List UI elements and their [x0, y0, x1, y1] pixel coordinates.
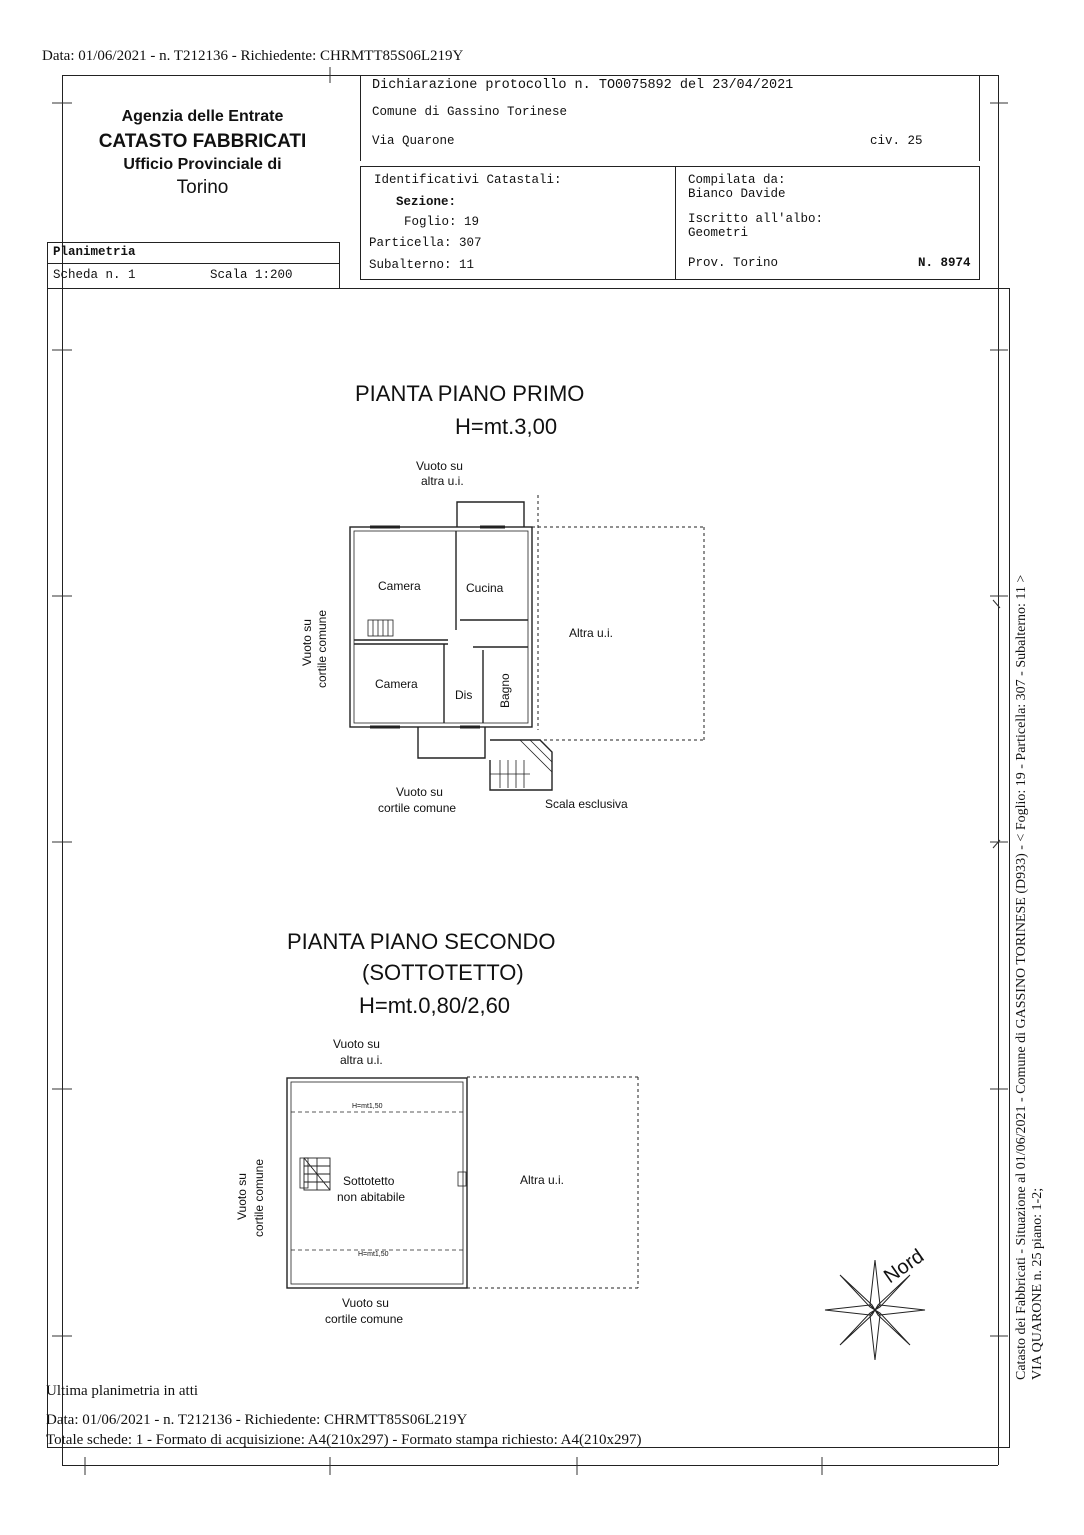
office-label: Ufficio Provinciale di [123, 156, 282, 173]
floor1-title: PIANTA PIANO PRIMO [355, 381, 585, 406]
side-text-2: VIA QUARONE n. 25 piano: 1-2; [1030, 1187, 1045, 1380]
subalterno-label: Subalterno: 11 [369, 258, 475, 272]
identifiers-title: Identificativi Catastali: [374, 173, 562, 187]
f1-scala: Scala esclusiva [545, 797, 628, 811]
num-label: N. 8974 [918, 256, 971, 270]
f2-vuoto-left-1: Vuoto su [235, 1173, 249, 1220]
office-city: Torino [176, 177, 229, 198]
side-text-1: Catasto dei Fabbricati - Situazione al 01/06/2021 - Comune di GASSINO TORINESE (D933) - < Foglio: 19 - Particella: 307 - Subalterno: 11 > [1014, 574, 1029, 1380]
compiled-name: Bianco Davide [688, 187, 786, 201]
f2-vuoto-bottom-2: cortile comune [325, 1312, 404, 1326]
f1-vuoto-left-1: Vuoto su [300, 619, 314, 666]
f2-h2: H=mt1,50 [358, 1251, 389, 1258]
f1-camera2: Camera [375, 677, 418, 691]
f1-camera1: Camera [378, 579, 421, 593]
prov-label: Prov. Torino [688, 256, 779, 270]
f1-vuoto-bottom-2: cortile comune [378, 801, 457, 815]
f1-bagno: Bagno [498, 673, 512, 708]
floor2-subtitle: (SOTTOTETTO) [362, 960, 524, 985]
f1-vuoto-top-1: Vuoto su [416, 459, 463, 473]
albo-label: Iscritto all'albo: [688, 212, 824, 226]
f2-sottotetto-1: Sottotetto [343, 1174, 395, 1188]
identifiers-divider [675, 166, 676, 279]
civ-line: civ. 25 [870, 134, 923, 148]
sezione-label: Sezione: [396, 195, 457, 209]
foglio-label: Foglio: 19 [404, 215, 480, 229]
f2-vuoto-bottom-1: Vuoto su [342, 1296, 389, 1310]
floor2-plan [280, 1070, 650, 1290]
f2-vuoto-left-2: cortile comune [252, 1158, 266, 1237]
protocol-line: Dichiarazione protocollo n. TO0075892 del 23/04/2021 [372, 78, 794, 93]
footer-totale: Totale schede: 1 - Formato di acquisizione: A4(210x297) - Formato stampa richiesto: A4(210x297) [46, 1432, 642, 1448]
f1-vuoto-left-2: cortile comune [315, 609, 329, 688]
floor2-height: H=mt.0,80/2,60 [359, 993, 511, 1018]
via-line: Via Quarone [372, 134, 455, 148]
compiled-title: Compilata da: [688, 173, 786, 187]
planimetria-title: Planimetria [53, 245, 136, 259]
albo-value: Geometri [688, 226, 749, 240]
comune-line: Comune di Gassino Torinese [372, 105, 568, 119]
floor1-height: H=mt.3,00 [455, 414, 558, 439]
particella-label: Particella: 307 [369, 236, 482, 250]
f1-cucina: Cucina [466, 581, 504, 595]
floor1-plan [340, 490, 760, 820]
scheda-label: Scheda n. 1 [53, 268, 136, 282]
top-header: Data: 01/06/2021 - n. T212136 - Richiedente: CHRMTT85S06L219Y [42, 48, 464, 64]
agency-block [80, 108, 325, 199]
f2-sottotetto-2: non abitabile [337, 1190, 406, 1204]
agency-name: Agenzia delle Entrate [121, 108, 284, 125]
f1-altra: Altra u.i. [569, 626, 614, 640]
footer-ultima: Ultima planimetria in atti [46, 1383, 199, 1399]
footer-data: Data: 01/06/2021 - n. T212136 - Richiedente: CHRMTT85S06L219Y [46, 1412, 468, 1428]
f1-vuoto-bottom-1: Vuoto su [396, 785, 443, 799]
scala-label: Scala 1:200 [210, 268, 293, 282]
f1-dis: Dis [455, 688, 473, 702]
f2-vuoto-top-1: Vuoto su [333, 1037, 380, 1051]
floor2-title: PIANTA PIANO SECONDO [287, 929, 556, 954]
f1-vuoto-top-2: altra u.i. [421, 474, 464, 488]
f2-altra: Altra u.i. [520, 1173, 565, 1187]
catasto-title: CATASTO FABBRICATI [98, 131, 307, 152]
f2-vuoto-top-2: altra u.i. [340, 1053, 383, 1067]
f2-h1: H=mt1,50 [352, 1103, 383, 1110]
nord-label: Nord [880, 1245, 929, 1289]
planimetria-divider [47, 263, 339, 264]
